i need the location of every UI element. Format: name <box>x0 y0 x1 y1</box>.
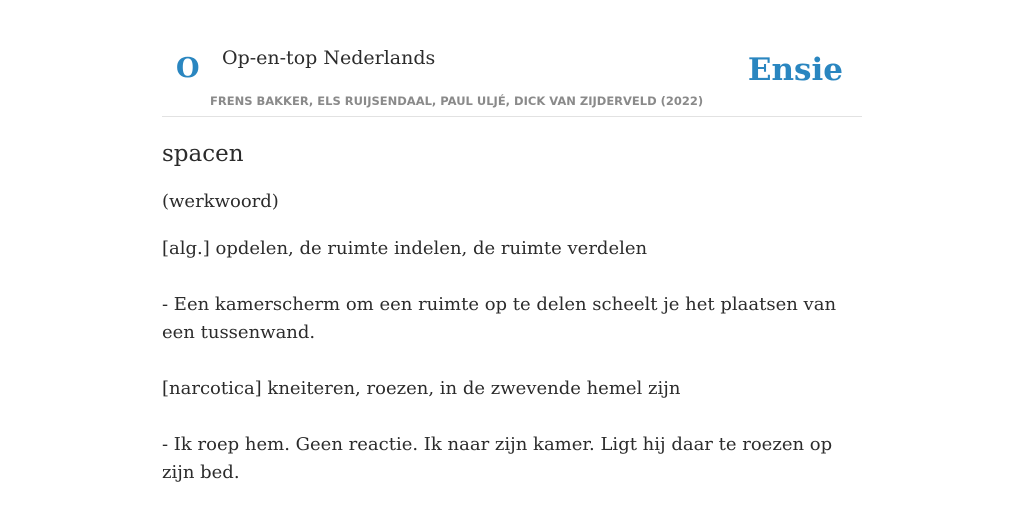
book-title-link[interactable]: Op-en-top Nederlands <box>222 47 436 69</box>
entry-headword: spacen <box>162 141 244 167</box>
book-authors: FRENS BAKKER, ELS RUIJSENDAAL, PAUL ULJÉ, DICK VAN ZIJDERVELD (2022) <box>210 94 704 108</box>
entry-content <box>162 136 862 487</box>
example-narcotica: - Ik roep hem. Geen reactie. Ik naar zijn kamer. Ligt hij daar te roezen op zijn bed. <box>162 434 833 483</box>
letter-index: O <box>176 53 200 84</box>
definition-narcotica: [narcotica] kneiteren, roezen, in de zwevende hemel zijn <box>162 378 681 399</box>
ensie-logo[interactable]: Ensie <box>747 52 843 88</box>
book-header <box>162 0 862 117</box>
example-general: - Een kamerscherm om een ruimte op te delen scheelt je het plaatsen van een tussenwand. <box>162 294 837 343</box>
definition-general: [alg.] opdelen, de ruimte indelen, de ruimte verdelen <box>162 238 648 259</box>
part-of-speech: (werkwoord) <box>162 191 279 212</box>
